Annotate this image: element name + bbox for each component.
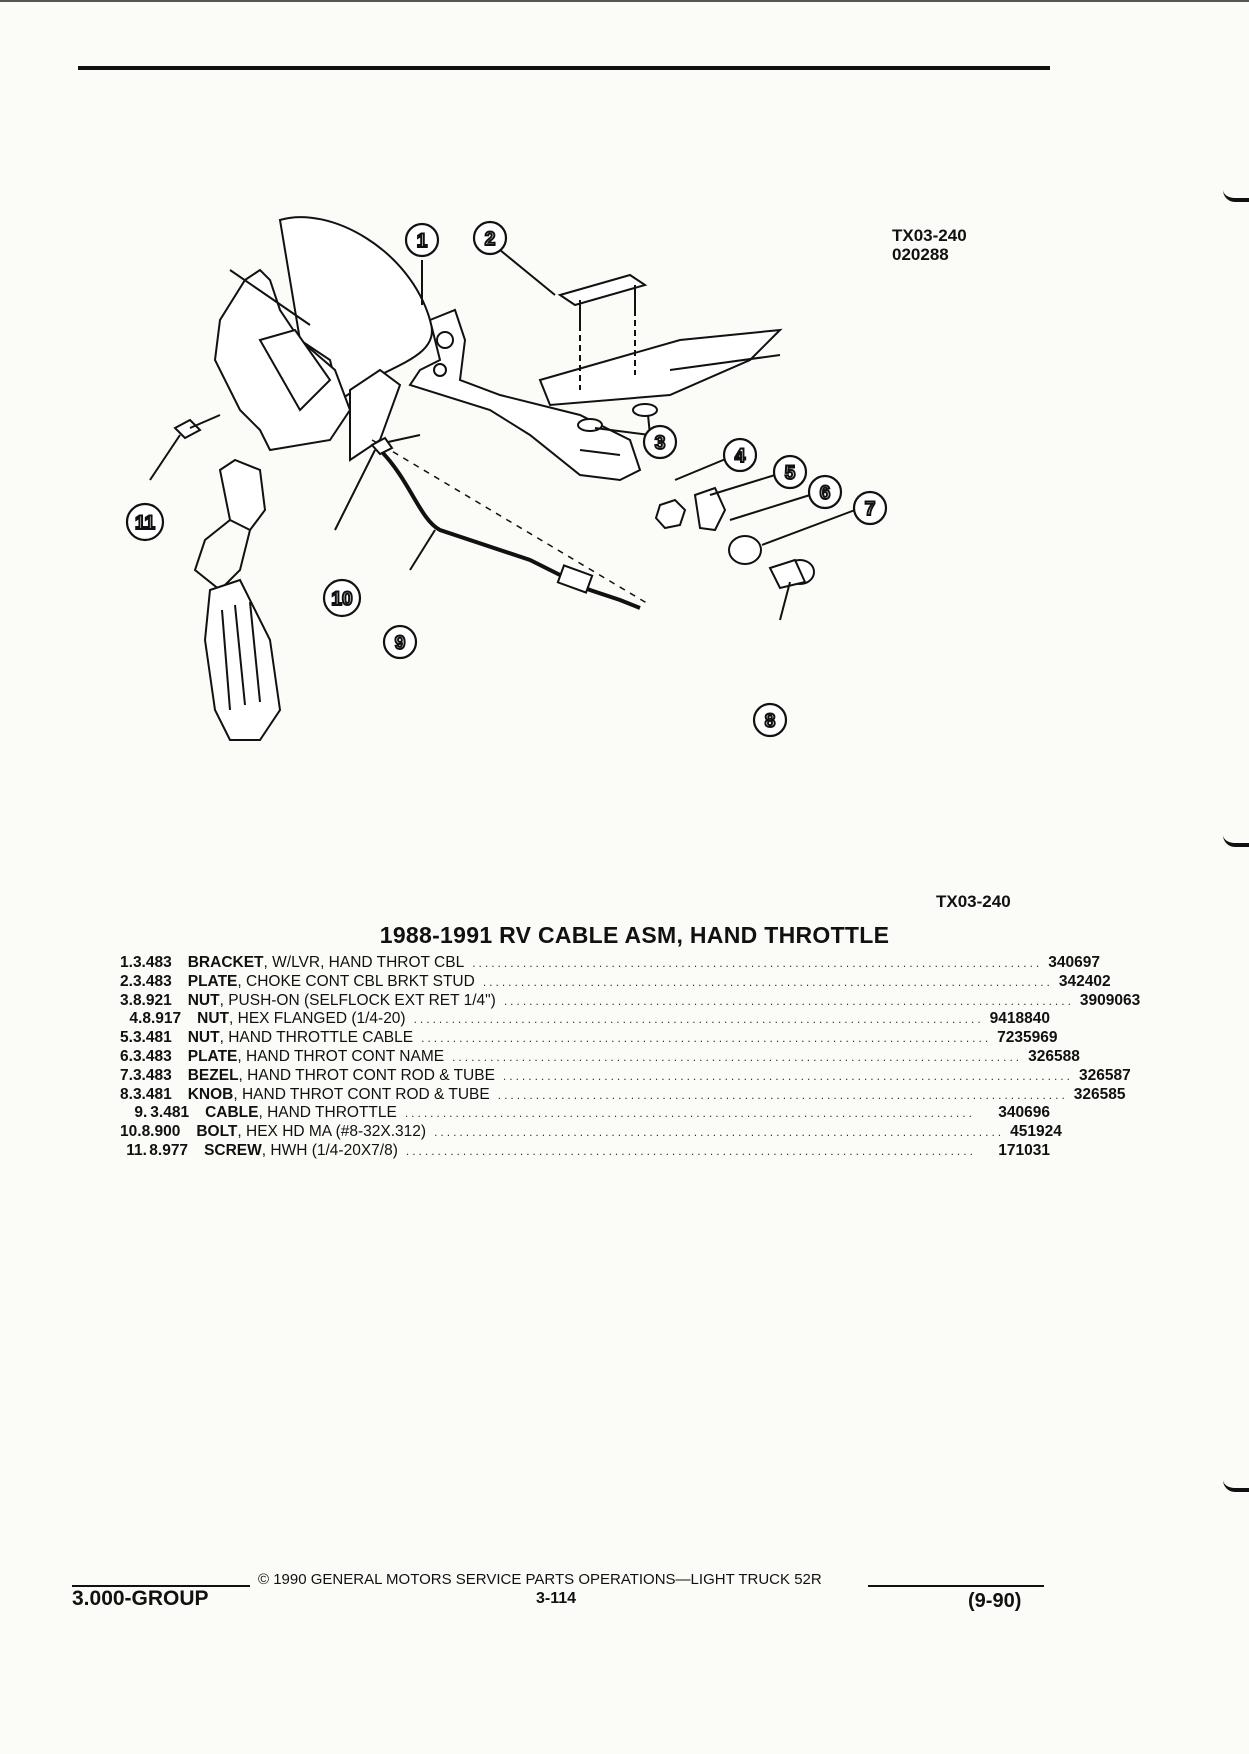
part-number: 326585: [1073, 1085, 1126, 1103]
item-detail: , HEX FLANGED (1/4-20): [229, 1010, 406, 1028]
footer-date: (9-90): [968, 1590, 1022, 1612]
part-number: 340696: [998, 1104, 1050, 1122]
item-noun: CABLE: [205, 1104, 259, 1122]
callout-11: [127, 504, 163, 540]
leader-dots: ..........................................................................................: [404, 1106, 975, 1121]
parts-row: [120, 1123, 1062, 1142]
item-noun: SCREW: [204, 1141, 262, 1159]
item-noun: PLATE: [187, 1047, 238, 1065]
item-description: [188, 1029, 413, 1048]
part-number: 9418840: [989, 1010, 1050, 1028]
group-code: 8.917: [142, 1010, 182, 1028]
svg-text:6: 6: [819, 483, 831, 504]
item-description: [197, 1010, 405, 1029]
plate-stud: [560, 275, 645, 305]
parts-row: [120, 1047, 1080, 1067]
footer-copyright: © 1990 GENERAL MOTORS SERVICE PARTS OPERATIONS—LIGHT TRUCK 52R: [258, 1571, 822, 1588]
item-description: [188, 1048, 444, 1067]
svg-text:5: 5: [784, 463, 796, 484]
part-number: 340697: [1048, 954, 1100, 971]
svg-text:10: 10: [331, 589, 353, 610]
item-noun: NUT: [187, 1029, 220, 1047]
item-description: [204, 1142, 398, 1161]
leader-dots: ..........................................................................................: [434, 1125, 1005, 1140]
leader-dots: ..........................................................................................: [482, 974, 1053, 989]
item-number: 3.: [120, 991, 133, 1009]
item-noun: KNOB: [187, 1085, 234, 1103]
accelerator-pedal: [205, 580, 280, 740]
part-number: 451924: [1010, 1123, 1062, 1141]
svg-text:1: 1: [416, 231, 428, 252]
callout-8: [754, 704, 786, 736]
svg-text:2: 2: [484, 229, 496, 250]
group-code: 8.921: [132, 991, 172, 1009]
item-detail: , W/LVR, HAND THROT CBL: [263, 954, 465, 971]
item-number: 6.: [120, 1047, 133, 1065]
leader-dots: ..........................................................................................: [502, 1068, 1073, 1083]
svg-text:11: 11: [134, 513, 156, 534]
parts-row: [120, 991, 1141, 1011]
group-code: 3.483: [132, 1066, 172, 1084]
parts-row: [120, 1085, 1126, 1105]
leader-dots: ..........................................................................................: [421, 1031, 992, 1046]
item-detail: , HAND THROTTLE: [258, 1104, 397, 1122]
footer-group: 3.000-GROUP: [72, 1587, 209, 1610]
item-number: 5.: [120, 1029, 133, 1047]
callout-4: [724, 439, 756, 471]
item-detail: , PUSH-ON (SELFLOCK EXT RET 1/4"): [219, 991, 496, 1009]
item-description: [188, 992, 496, 1011]
svg-text:8: 8: [764, 711, 776, 732]
callout-3: [644, 426, 676, 458]
item-detail: , HWH (1/4-20X7/8): [261, 1141, 398, 1159]
item-number: 2.: [120, 972, 133, 990]
item-description: [188, 1067, 495, 1086]
part-number: 326588: [1028, 1047, 1080, 1065]
parts-list: [120, 954, 1141, 1161]
parts-row: [120, 1029, 1058, 1048]
binding-mark: [1223, 835, 1249, 847]
bezel: [729, 536, 761, 564]
callout-1: [406, 224, 438, 256]
parts-row: [120, 972, 1111, 992]
group-code: 3.481: [150, 1104, 190, 1122]
callout-10: [324, 580, 360, 616]
item-number: 9.: [134, 1104, 148, 1122]
parts-row: [120, 1142, 1050, 1161]
item-detail: , CHOKE CONT CBL BRKT STUD: [237, 972, 475, 990]
group-code: 3.483: [132, 1047, 172, 1065]
page-top-edge: [0, 0, 1249, 2]
part-number: 171031: [998, 1141, 1050, 1159]
parts-row: [120, 954, 1100, 973]
item-number: 7.: [120, 1066, 133, 1084]
item-detail: , HAND THROT CONT ROD & TUBE: [238, 1066, 495, 1084]
callout-7: [854, 492, 886, 524]
svg-text:9: 9: [394, 633, 406, 654]
item-description: [188, 1086, 490, 1105]
group-code: 3.481: [132, 1029, 172, 1047]
item-number: 4.: [129, 1010, 143, 1028]
item-noun: BEZEL: [187, 1066, 239, 1084]
leader-dots: ..........................................................................................: [503, 993, 1074, 1008]
item-noun: PLATE: [187, 972, 238, 990]
item-description: [196, 1123, 426, 1142]
item-noun: NUT: [187, 991, 220, 1009]
svg-text:4: 4: [734, 446, 746, 467]
item-detail: , HEX HD MA (#8-32X.312): [237, 1123, 427, 1141]
pedal-arm: [195, 520, 250, 590]
parts-row: [120, 1010, 1050, 1029]
group-code: 3.481: [132, 1085, 172, 1103]
binding-mark: [1223, 190, 1249, 202]
svg-text:7: 7: [864, 499, 876, 520]
item-noun: NUT: [197, 1010, 230, 1028]
leader-dots: ..........................................................................................: [452, 1049, 1023, 1064]
exploded-parts-diagram: [110, 210, 1010, 770]
callout-6: [809, 476, 841, 508]
item-number: 10.: [120, 1123, 142, 1141]
item-number: 1.: [120, 954, 133, 971]
item-detail: , HAND THROTTLE CABLE: [219, 1029, 414, 1047]
part-number: 7235969: [997, 1029, 1058, 1047]
part-number: 342402: [1058, 972, 1111, 990]
item-noun: BRACKET: [187, 954, 264, 971]
item-detail: , HAND THROT CONT NAME: [237, 1047, 445, 1065]
leader-dots: ..........................................................................................: [405, 1143, 976, 1158]
figure-ref-number: 020288: [892, 245, 949, 264]
frame-rail: [540, 330, 780, 405]
hex-nut: [656, 500, 685, 528]
group-code: 8.900: [141, 1123, 181, 1141]
group-code: 8.977: [149, 1141, 189, 1159]
svg-text:3: 3: [654, 433, 666, 454]
callout-9: [384, 626, 416, 658]
part-number: 326587: [1078, 1066, 1131, 1084]
part-number: 3909063: [1079, 991, 1141, 1009]
item-noun: BOLT: [196, 1123, 238, 1141]
leader-dots: ..........................................................................................: [497, 1087, 1068, 1102]
item-description: [188, 954, 464, 973]
leader-dots: ..........................................................................................: [472, 956, 1043, 970]
callout-5: [774, 456, 806, 488]
item-number: 8.: [120, 1085, 133, 1103]
footer-page-number: 3-114: [536, 1590, 577, 1607]
figure-bottom-ref: TX03-240: [936, 892, 1011, 911]
parts-row: [120, 1066, 1131, 1086]
item-number: 11.: [126, 1141, 147, 1159]
leader-dots: ..........................................................................................: [413, 1012, 984, 1027]
page-title: 1988-1991 RV CABLE ASM, HAND THROTTLE: [379, 922, 890, 948]
footer-rule-right: [868, 1585, 1044, 1587]
callout-2: [474, 222, 506, 254]
item-detail: , HAND THROT CONT ROD & TUBE: [233, 1085, 490, 1103]
group-code: 3.483: [132, 972, 172, 990]
item-description: [188, 973, 475, 992]
parts-row: [120, 1104, 1050, 1123]
item-description: [205, 1104, 397, 1123]
group-code: 3.483: [132, 954, 172, 971]
binding-mark: [1223, 1480, 1249, 1492]
figure-ref-code: TX03-240: [892, 226, 967, 245]
header-rule: [78, 66, 1050, 70]
